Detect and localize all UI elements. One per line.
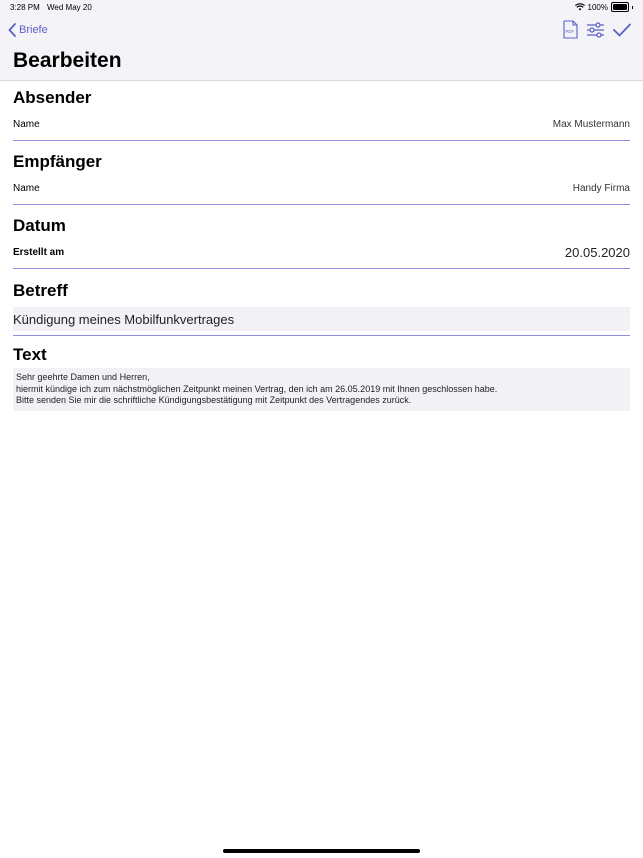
recipient-name-label: Name — [13, 182, 40, 194]
back-button[interactable] — [8, 23, 48, 37]
date-row[interactable] — [13, 245, 630, 259]
divider — [13, 268, 630, 269]
body-text-line: Sehr geehrte Damen und Herren, — [16, 372, 150, 382]
navigation-bar — [0, 0, 643, 81]
settings-button[interactable] — [586, 21, 605, 39]
recipient-name-row[interactable] — [13, 181, 630, 195]
status-indicators — [575, 2, 633, 12]
divider — [13, 204, 630, 205]
sender-name-label: Name — [13, 118, 40, 130]
svg-text:PDF: PDF — [565, 29, 575, 34]
nav-actions — [563, 20, 631, 39]
pdf-button[interactable] — [563, 20, 578, 39]
recipient-name-value[interactable]: Handy Firma — [572, 182, 630, 194]
subject-title: Betreff — [13, 281, 68, 300]
sender-section — [13, 88, 630, 141]
done-button[interactable] — [613, 23, 631, 37]
divider — [13, 335, 630, 336]
subject-section — [13, 281, 630, 336]
body-text-line: hiermit kündige ich zum nächstmöglichen Zeitpunkt meinen Vertrag, den ich am 26.05.2019 mit Ihnen geschlossen habe. — [16, 383, 498, 394]
recipient-section — [13, 152, 630, 205]
date-label: Erstellt am — [13, 246, 65, 258]
checkmark-icon — [613, 23, 631, 37]
date-value[interactable]: 20.05.2020 — [564, 244, 630, 260]
back-label: Briefe — [19, 24, 48, 36]
recipient-title: Empfänger — [13, 152, 102, 171]
date-section — [13, 216, 630, 269]
page-title: Bearbeiten — [13, 49, 122, 72]
divider — [13, 140, 630, 141]
sender-name-value[interactable]: Max Mustermann — [552, 118, 630, 130]
status-time: 3:28 PM — [10, 3, 40, 12]
sender-title: Absender — [13, 88, 92, 107]
sliders-icon — [586, 21, 605, 39]
chevron-left-icon — [8, 23, 16, 37]
text-title: Text — [13, 345, 47, 364]
pdf-document-icon — [563, 20, 578, 39]
wifi-icon — [575, 3, 585, 11]
battery-icon — [611, 2, 629, 12]
battery-percent: 100% — [587, 2, 608, 12]
home-indicator[interactable] — [223, 849, 420, 853]
status-date: Wed May 20 — [47, 3, 92, 12]
text-section — [13, 345, 630, 411]
subject-input[interactable]: Kündigung meines Mobilfunkvertrages — [13, 307, 630, 331]
body-text-area[interactable] — [13, 368, 630, 411]
body-text-line: Bitte senden Sie mir die schriftliche Kündigungsbestätigung mit Zeitpunkt des Vertragendes zurück. — [16, 395, 412, 405]
sender-name-row[interactable] — [13, 117, 630, 131]
date-title: Datum — [13, 216, 66, 235]
